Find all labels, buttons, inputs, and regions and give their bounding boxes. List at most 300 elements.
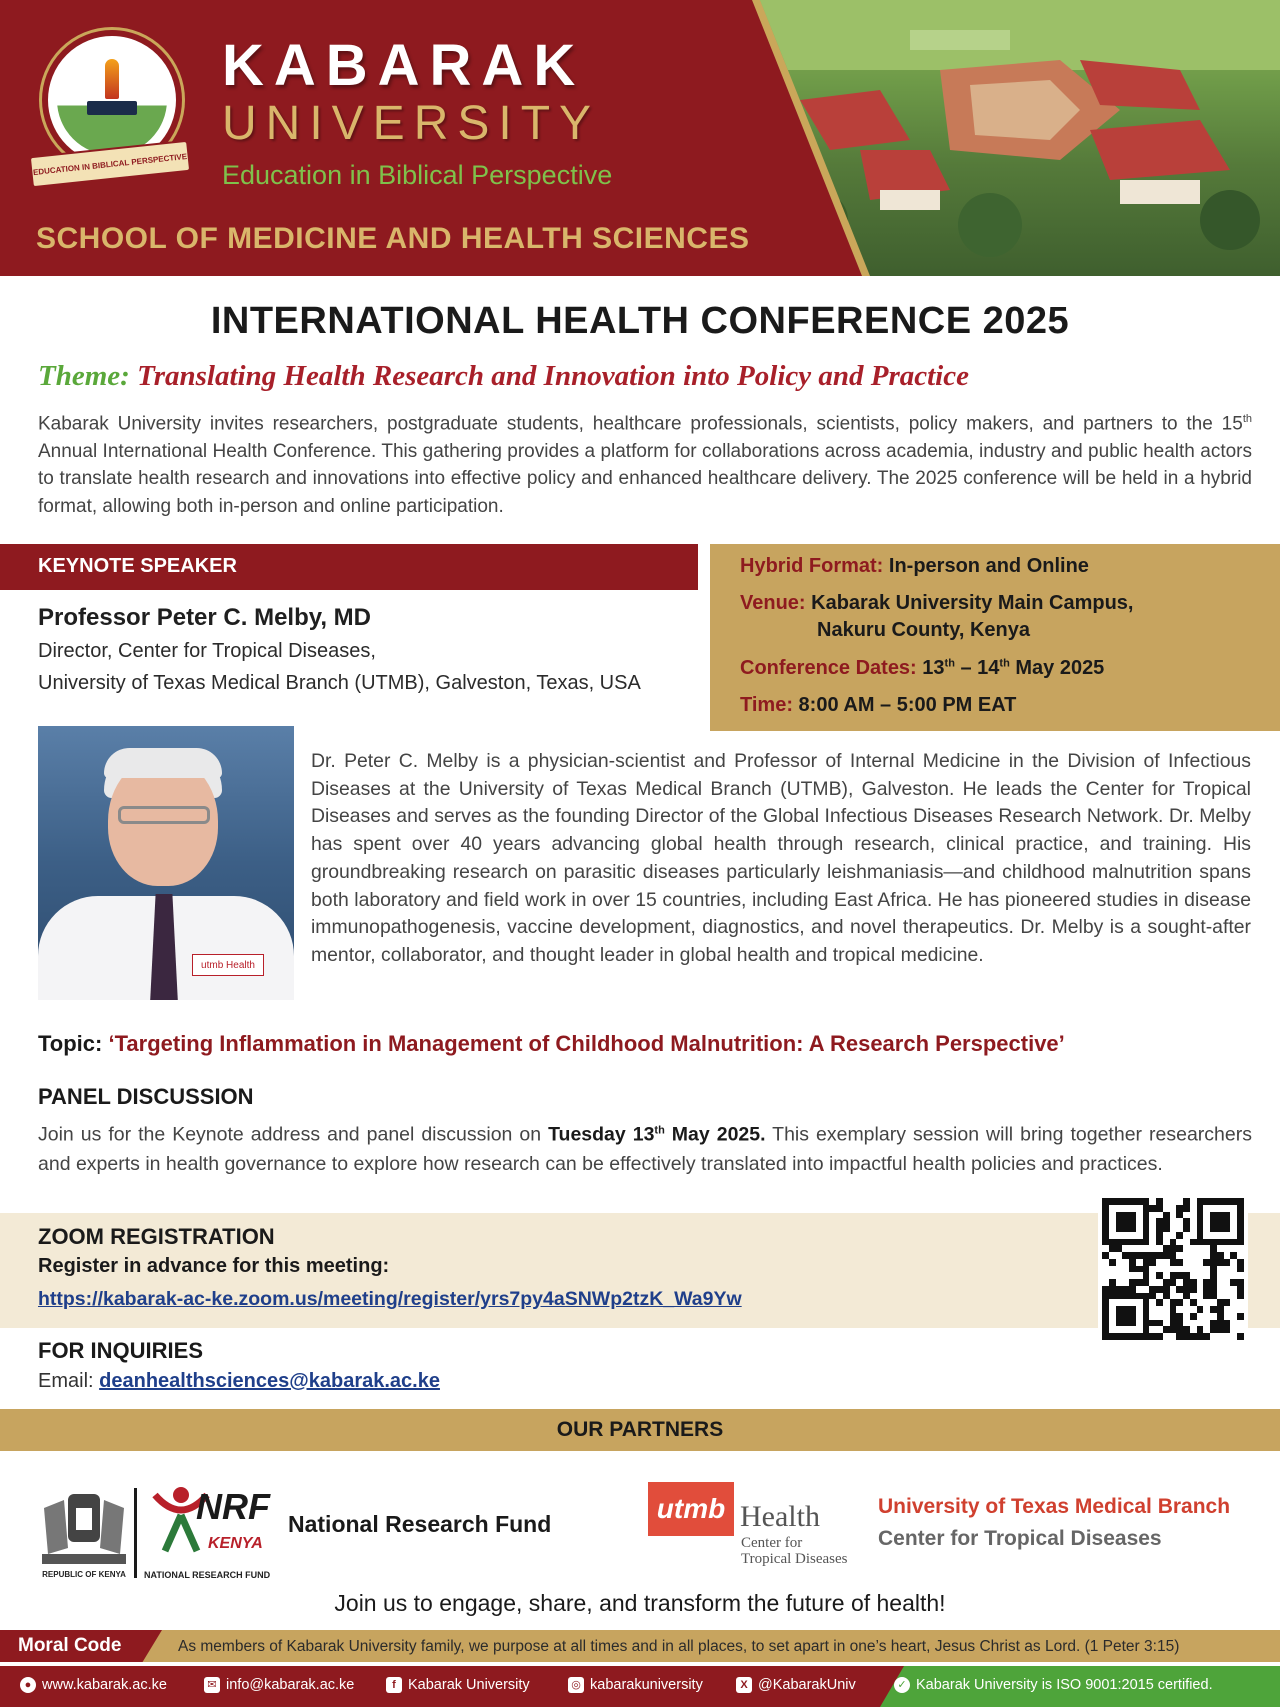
qr-module	[1163, 1293, 1170, 1300]
qr-module	[1176, 1279, 1183, 1286]
qr-module	[1197, 1212, 1204, 1219]
qr-module	[1197, 1326, 1204, 1333]
footer-x-text: @KabarakUniv	[758, 1677, 856, 1693]
footer-instagram[interactable]	[568, 1677, 703, 1693]
qr-module	[1230, 1279, 1237, 1286]
qr-module	[1136, 1245, 1143, 1252]
qr-module	[1217, 1232, 1224, 1239]
qr-module	[1102, 1293, 1109, 1300]
logo-banner: EDUCATION IN BIBLICAL PERSPECTIVE	[29, 140, 191, 189]
qr-module	[1183, 1245, 1190, 1252]
qr-module	[1136, 1326, 1143, 1333]
qr-module	[1109, 1252, 1116, 1259]
qr-module	[1237, 1313, 1244, 1320]
qr-module	[1129, 1313, 1136, 1320]
qr-module	[1156, 1299, 1163, 1306]
qr-module	[1224, 1313, 1231, 1320]
qr-module	[1136, 1239, 1143, 1246]
inquiries-email-line	[38, 1370, 440, 1393]
qr-module	[1122, 1286, 1129, 1293]
moral-code-text: As members of Kabarak University family, we purpose at all times and in all places, to set apart in one’s heart, Jesus Christ as Lord. (1 Peter 3:15)	[178, 1638, 1180, 1655]
qr-module	[1116, 1239, 1123, 1246]
qr-module	[1143, 1205, 1150, 1212]
qr-module	[1136, 1306, 1143, 1313]
qr-module	[1224, 1198, 1231, 1205]
qr-module	[1136, 1252, 1143, 1259]
qr-module	[1224, 1326, 1231, 1333]
qr-module	[1136, 1286, 1143, 1293]
qr-module	[1210, 1272, 1217, 1279]
qr-module	[1129, 1306, 1136, 1313]
qr-module	[1224, 1232, 1231, 1239]
qr-module	[1102, 1320, 1109, 1327]
photo-coat-badge: utmb Health	[192, 954, 264, 976]
qr-module	[1183, 1232, 1190, 1239]
qr-module	[1143, 1198, 1150, 1205]
qr-module	[1210, 1279, 1217, 1286]
qr-module	[1122, 1299, 1129, 1306]
qr-module	[1163, 1272, 1170, 1279]
qr-module	[1217, 1320, 1224, 1327]
qr-module	[1170, 1218, 1177, 1225]
qr-module	[1149, 1272, 1156, 1279]
qr-module	[1136, 1279, 1143, 1286]
qr-module	[1183, 1272, 1190, 1279]
qr-module	[1149, 1279, 1156, 1286]
panel-date-sup: th	[654, 1124, 665, 1136]
qr-module	[1116, 1299, 1123, 1306]
qr-module	[1122, 1313, 1129, 1320]
qr-module	[1149, 1306, 1156, 1313]
qr-module	[1143, 1313, 1150, 1320]
qr-module	[1224, 1306, 1231, 1313]
email-label: Email:	[38, 1370, 94, 1392]
qr-module	[1210, 1266, 1217, 1273]
qr-module	[1217, 1306, 1224, 1313]
qr-module	[1230, 1333, 1237, 1340]
qr-module	[1156, 1306, 1163, 1313]
qr-module	[1102, 1299, 1109, 1306]
qr-module	[1163, 1299, 1170, 1306]
qr-module	[1224, 1333, 1231, 1340]
qr-module	[1149, 1198, 1156, 1205]
qr-module	[1224, 1245, 1231, 1252]
qr-module	[1149, 1333, 1156, 1340]
qr-module	[1217, 1326, 1224, 1333]
qr-module	[1203, 1232, 1210, 1239]
qr-module	[1109, 1313, 1116, 1320]
qr-module	[1136, 1205, 1143, 1212]
qr-module	[1230, 1320, 1237, 1327]
qr-module	[1116, 1225, 1123, 1232]
qr-module	[1122, 1272, 1129, 1279]
qr-module	[1224, 1293, 1231, 1300]
qr-module	[1143, 1225, 1150, 1232]
qr-module	[1143, 1232, 1150, 1239]
qr-module	[1109, 1293, 1116, 1300]
qr-module	[1183, 1313, 1190, 1320]
qr-module	[1230, 1326, 1237, 1333]
qr-module	[1156, 1286, 1163, 1293]
footer-x[interactable]	[736, 1677, 856, 1693]
qr-module	[1156, 1245, 1163, 1252]
qr-module	[1129, 1293, 1136, 1300]
footer-facebook[interactable]	[386, 1677, 530, 1693]
qr-module	[1122, 1266, 1129, 1273]
qr-module	[1116, 1259, 1123, 1266]
info-time	[740, 694, 1016, 717]
qr-module	[1203, 1239, 1210, 1246]
qr-module	[1116, 1320, 1123, 1327]
qr-module	[1156, 1232, 1163, 1239]
qr-module	[1217, 1239, 1224, 1246]
qr-module	[1230, 1225, 1237, 1232]
qr-module	[1230, 1212, 1237, 1219]
keynote-topic	[38, 1031, 1065, 1057]
qr-module	[1210, 1239, 1217, 1246]
qr-module	[1129, 1232, 1136, 1239]
qr-module	[1176, 1293, 1183, 1300]
qr-module	[1190, 1293, 1197, 1300]
qr-module	[1122, 1320, 1129, 1327]
qr-module	[1183, 1333, 1190, 1340]
qr-module	[1170, 1212, 1177, 1219]
qr-module	[1237, 1266, 1244, 1273]
qr-module	[1183, 1225, 1190, 1232]
qr-module	[1143, 1279, 1150, 1286]
date-start: 13	[922, 657, 945, 679]
qr-module	[1190, 1225, 1197, 1232]
qr-module	[1237, 1245, 1244, 1252]
qr-module	[1217, 1205, 1224, 1212]
qr-module	[1190, 1333, 1197, 1340]
footer-instagram-text: kabarakuniversity	[590, 1677, 703, 1693]
date-mid: – 14	[954, 657, 1000, 679]
qr-module	[1136, 1293, 1143, 1300]
qr-module	[1136, 1232, 1143, 1239]
qr-module	[1230, 1293, 1237, 1300]
qr-module	[1156, 1326, 1163, 1333]
qr-module	[1129, 1272, 1136, 1279]
qr-module	[1237, 1326, 1244, 1333]
qr-module	[1237, 1259, 1244, 1266]
qr-module	[1237, 1306, 1244, 1313]
qr-module	[1109, 1333, 1116, 1340]
iso-badge-icon: ✓	[894, 1677, 910, 1693]
qr-module	[1143, 1293, 1150, 1300]
qr-module	[1210, 1320, 1217, 1327]
qr-module	[1163, 1232, 1170, 1239]
qr-module	[1129, 1212, 1136, 1219]
qr-module	[1203, 1286, 1210, 1293]
qr-module	[1197, 1272, 1204, 1279]
utmb-health-text: Health	[740, 1500, 820, 1533]
qr-module	[1129, 1225, 1136, 1232]
qr-module	[1176, 1306, 1183, 1313]
inquiries-heading: FOR INQUIRIES	[38, 1338, 204, 1363]
qr-module	[1230, 1272, 1237, 1279]
qr-module	[1197, 1299, 1204, 1306]
qr-module	[1217, 1272, 1224, 1279]
qr-module	[1176, 1259, 1183, 1266]
qr-module	[1176, 1266, 1183, 1273]
qr-module	[1217, 1245, 1224, 1252]
qr-module	[1190, 1259, 1197, 1266]
qr-module	[1170, 1259, 1177, 1266]
qr-module	[1237, 1239, 1244, 1246]
qr-module	[1190, 1279, 1197, 1286]
qr-module	[1149, 1266, 1156, 1273]
qr-module	[1143, 1299, 1150, 1306]
qr-module	[1237, 1252, 1244, 1259]
qr-module	[1210, 1198, 1217, 1205]
qr-module	[1197, 1266, 1204, 1273]
utmb-sub-line1: Center for	[741, 1535, 803, 1551]
qr-module	[1176, 1286, 1183, 1293]
qr-module	[1224, 1286, 1231, 1293]
qr-module	[1176, 1326, 1183, 1333]
qr-module	[1129, 1299, 1136, 1306]
qr-module	[1183, 1326, 1190, 1333]
qr-module	[1176, 1232, 1183, 1239]
footer-email[interactable]	[204, 1677, 354, 1693]
speaker-role-line1: Director, Center for Tropical Diseases,	[38, 640, 376, 662]
qr-module	[1183, 1212, 1190, 1219]
qr-module	[1203, 1313, 1210, 1320]
qr-module	[1176, 1218, 1183, 1225]
qr-module	[1122, 1279, 1129, 1286]
qr-module	[1176, 1245, 1183, 1252]
qr-module	[1143, 1286, 1150, 1293]
qr-module	[1143, 1326, 1150, 1333]
qr-module	[1217, 1252, 1224, 1259]
qr-module	[1183, 1218, 1190, 1225]
qr-module	[1197, 1259, 1204, 1266]
qr-module	[1230, 1218, 1237, 1225]
qr-module	[1122, 1212, 1129, 1219]
theme-text: Translating Health Research and Innovation into Policy and Practice	[137, 360, 969, 392]
qr-module	[1102, 1218, 1109, 1225]
qr-module	[1102, 1245, 1109, 1252]
university-tagline: Education in Biblical Perspective	[222, 160, 613, 190]
qr-module	[1116, 1245, 1123, 1252]
qr-module	[1230, 1299, 1237, 1306]
qr-module	[1170, 1306, 1177, 1313]
qr-module	[1136, 1320, 1143, 1327]
intro-text-b: Annual International Health Conference. This gathering provides a platform for collaborations across academia, industry and public health actors to translate health research and innovations into effective policy and enhanced healthcare delivery. The 2025 conference will be held in a hybrid format, allowing both in-person and online participation.	[38, 440, 1252, 517]
qr-module	[1156, 1313, 1163, 1320]
qr-module	[1122, 1293, 1129, 1300]
qr-module	[1210, 1252, 1217, 1259]
mail-icon: ✉	[204, 1677, 220, 1693]
qr-module	[1129, 1245, 1136, 1252]
qr-module	[1122, 1232, 1129, 1239]
qr-module	[1203, 1225, 1210, 1232]
qr-module	[1237, 1333, 1244, 1340]
qr-module	[1149, 1212, 1156, 1219]
qr-module	[1176, 1320, 1183, 1327]
panel-text	[38, 1116, 1252, 1179]
qr-module	[1129, 1252, 1136, 1259]
footer-website[interactable]	[20, 1677, 167, 1693]
qr-module	[1203, 1198, 1210, 1205]
qr-module	[1183, 1286, 1190, 1293]
inquiries-email-link[interactable]: deanhealthsciences@kabarak.ac.ke	[99, 1370, 440, 1392]
qr-module	[1230, 1239, 1237, 1246]
qr-module	[1129, 1333, 1136, 1340]
footer-facebook-text: Kabarak University	[408, 1677, 530, 1693]
qr-module	[1122, 1252, 1129, 1259]
qr-module	[1149, 1245, 1156, 1252]
qr-module	[1163, 1320, 1170, 1327]
facebook-icon: f	[386, 1677, 402, 1693]
qr-module	[1197, 1232, 1204, 1239]
qr-module	[1197, 1333, 1204, 1340]
qr-module	[1149, 1239, 1156, 1246]
qr-module	[1136, 1225, 1143, 1232]
qr-module	[1176, 1205, 1183, 1212]
nrf-partner-name: National Research Fund	[288, 1511, 552, 1537]
qr-module	[1197, 1239, 1204, 1246]
qr-module	[1156, 1212, 1163, 1219]
qr-module	[1230, 1306, 1237, 1313]
qr-module	[1116, 1266, 1123, 1273]
qr-module	[1116, 1232, 1123, 1239]
qr-module	[1203, 1212, 1210, 1219]
moral-code-label: Moral Code	[18, 1635, 122, 1656]
topic-label: Topic:	[38, 1031, 103, 1056]
qr-module	[1170, 1232, 1177, 1239]
qr-module	[1163, 1259, 1170, 1266]
qr-module	[1170, 1239, 1177, 1246]
qr-module	[1109, 1218, 1116, 1225]
qr-module	[1156, 1225, 1163, 1232]
qr-module	[1197, 1279, 1204, 1286]
zoom-registration-link[interactable]: https://kabarak-ac-ke.zoom.us/meeting/register/yrs7py4aSNWp2tzK_Wa9Yw	[38, 1288, 742, 1310]
qr-module	[1190, 1232, 1197, 1239]
qr-module	[1109, 1299, 1116, 1306]
qr-module	[1183, 1205, 1190, 1212]
qr-module	[1197, 1205, 1204, 1212]
qr-module	[1224, 1218, 1231, 1225]
qr-module	[1116, 1306, 1123, 1313]
qr-module	[1163, 1218, 1170, 1225]
qr-module	[1230, 1245, 1237, 1252]
qr-module	[1210, 1293, 1217, 1300]
qr-module	[1170, 1198, 1177, 1205]
qr-module	[1102, 1333, 1109, 1340]
venue-line2: Nakuru County, Kenya	[817, 619, 1030, 641]
qr-module	[1210, 1333, 1217, 1340]
iso-text: Kabarak University is ISO 9001:2015 certified.	[916, 1677, 1213, 1693]
utmb-partner-name: University of Texas Medical Branch	[878, 1495, 1231, 1518]
panel-date-b: May 2025.	[664, 1123, 766, 1146]
qr-module	[1122, 1205, 1129, 1212]
qr-module	[1109, 1232, 1116, 1239]
qr-module	[1109, 1279, 1116, 1286]
qr-module	[1163, 1306, 1170, 1313]
nrf-divider	[134, 1488, 137, 1578]
qr-module	[1190, 1320, 1197, 1327]
qr-module	[1116, 1218, 1123, 1225]
qr-module	[1102, 1259, 1109, 1266]
qr-module	[1203, 1252, 1210, 1259]
qr-module	[1203, 1320, 1210, 1327]
utmb-sub-text	[741, 1535, 848, 1567]
qr-module	[1203, 1272, 1210, 1279]
qr-module	[1183, 1306, 1190, 1313]
qr-module	[1190, 1286, 1197, 1293]
qr-module	[1156, 1279, 1163, 1286]
qr-module	[1116, 1279, 1123, 1286]
instagram-icon: ◎	[568, 1677, 584, 1693]
qr-module	[1156, 1239, 1163, 1246]
qr-module	[1183, 1320, 1190, 1327]
qr-module	[1102, 1232, 1109, 1239]
qr-module	[1163, 1239, 1170, 1246]
qr-module	[1149, 1320, 1156, 1327]
qr-module	[1143, 1212, 1150, 1219]
qr-module	[1230, 1252, 1237, 1259]
qr-module	[1224, 1259, 1231, 1266]
qr-module	[1224, 1225, 1231, 1232]
qr-module	[1109, 1259, 1116, 1266]
qr-module	[1116, 1252, 1123, 1259]
qr-module	[1237, 1286, 1244, 1293]
qr-module	[1230, 1266, 1237, 1273]
qr-module	[1149, 1286, 1156, 1293]
qr-module	[1170, 1205, 1177, 1212]
qr-module	[1102, 1326, 1109, 1333]
footer-email-text: info@kabarak.ac.ke	[226, 1677, 355, 1693]
utmb-sub-line2: Tropical Diseases	[741, 1551, 848, 1567]
date-end: May 2025	[1009, 657, 1105, 679]
qr-module	[1176, 1212, 1183, 1219]
qr-module	[1224, 1205, 1231, 1212]
qr-module	[1163, 1212, 1170, 1219]
qr-module	[1109, 1225, 1116, 1232]
qr-module	[1230, 1232, 1237, 1239]
qr-module	[1122, 1245, 1129, 1252]
qr-module	[1170, 1326, 1177, 1333]
qr-module	[1203, 1293, 1210, 1300]
qr-module	[1143, 1272, 1150, 1279]
qr-module	[1183, 1293, 1190, 1300]
qr-module	[1237, 1225, 1244, 1232]
qr-module	[1170, 1313, 1177, 1320]
qr-module	[1149, 1252, 1156, 1259]
photo-hair-top	[104, 748, 222, 778]
qr-module	[1230, 1259, 1237, 1266]
qr-module	[1210, 1245, 1217, 1252]
qr-module	[1176, 1313, 1183, 1320]
speaker-bio: Dr. Peter C. Melby is a physician-scientist and Professor of Internal Medicine in the Division of Infectious Diseases at the University of Texas Medical Branch (UTMB), Galveston. He leads the Center for Tropical Diseases and serves as the founding Director of the Global Infectious Diseases Research Network. Dr. Melby has spent over 40 years advancing global health through research, clinical practice, and training. His groundbreaking research on parasitic diseases particularly leishmaniasis—and childhood malnutrition spans both laboratory and field work in over 15 countries, including East Africa. He has pioneered studies in disease immunopathogenesis, vaccine development, diagnostics, and novel therapeutics. Dr. Melby is a sought-after mentor, collaborator, and thought leader in global health and tropical medicine.	[311, 750, 1251, 966]
qr-module	[1190, 1266, 1197, 1273]
qr-code[interactable]	[1098, 1194, 1248, 1344]
qr-module	[1143, 1259, 1150, 1266]
qr-module	[1102, 1286, 1109, 1293]
qr-module	[1237, 1293, 1244, 1300]
qr-module	[1122, 1225, 1129, 1232]
qr-module	[1116, 1286, 1123, 1293]
qr-module	[1109, 1198, 1116, 1205]
info-format	[740, 555, 1089, 578]
qr-module	[1183, 1266, 1190, 1273]
qr-module	[1102, 1252, 1109, 1259]
school-name: SCHOOL OF MEDICINE AND HEALTH SCIENCES	[36, 222, 750, 255]
qr-module	[1170, 1245, 1177, 1252]
info-venue	[740, 592, 1133, 615]
